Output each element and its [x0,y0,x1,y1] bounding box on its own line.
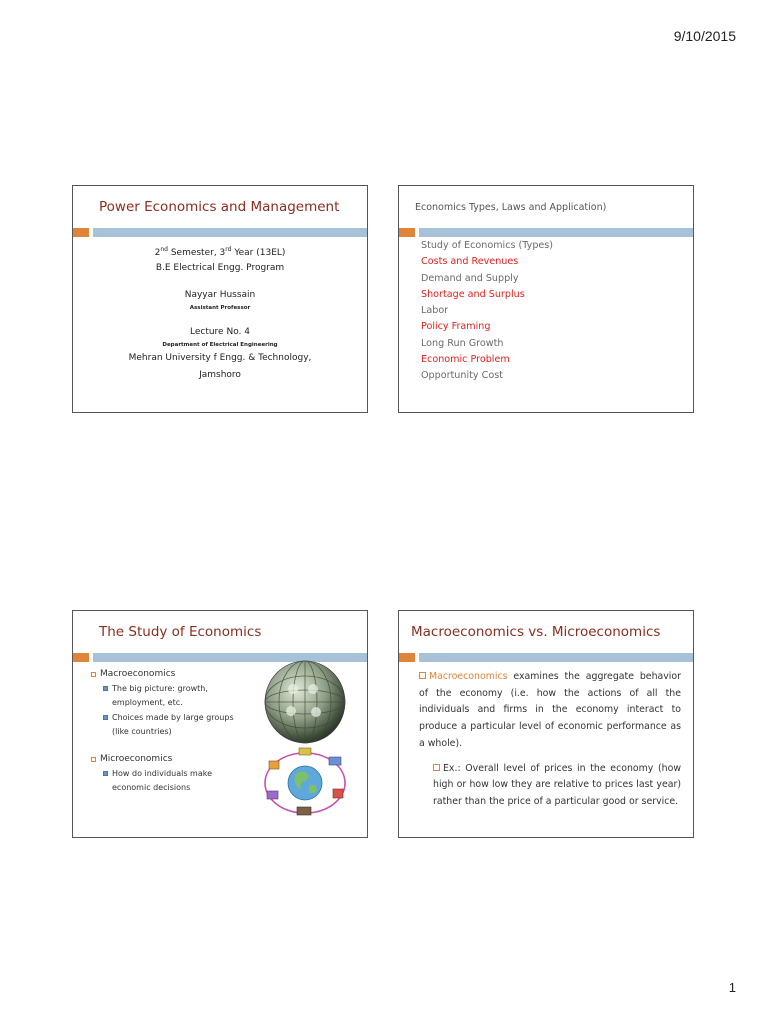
topic-item: Policy Framing [421,321,491,333]
bullet-microeconomics: Microeconomics [91,754,251,764]
semester-line: 2nd Semester, 3rd Year (13EL) [154,246,286,258]
bullet-macroeconomics: Macroeconomics [91,669,251,679]
topic-item: Costs and Revenues [421,256,519,268]
money-globe-image [261,659,349,745]
sub-bullet: The big picture: growth, employment, etc. [103,682,251,710]
topic-item: Study of Economics (Types) [421,240,554,251]
slide-contents [398,185,694,413]
university-line: Mehran University f Engg. & Technology, [128,353,312,363]
slide-title: Macroeconomics vs. Microeconomics [411,624,661,640]
topic-item: Labor [421,305,449,317]
topic-item: Demand and Supply [421,272,519,284]
economics-bullets [91,669,251,796]
world-commerce-image [259,745,351,821]
macro-keyword: Macroeconomics [429,671,508,682]
definition-paragraph: Macroeconomics examines the aggregate behavior of the economy (i.e. how the actions of all the individuals and firms in the economy interact to produce a particular level of economic performance as a whole). [419,671,681,749]
sub-bullet: How do individuals make economic decisions [103,767,251,795]
city-line: Jamshoro [199,370,241,380]
title-page-details [73,242,367,384]
title-divider [399,653,693,662]
macro-definition [419,669,681,811]
slide-macro-vs-micro [398,610,694,838]
topic-item: Shortage and Surplus [421,288,525,300]
program-line: B.E Electrical Engg. Program [155,263,285,273]
author-name: Nayyar Hussain [184,290,256,300]
topic-item: Economic Problem [421,354,510,366]
slide-title: Economics Types, Laws and Application) [415,201,607,213]
topic-item: Long Run Growth [421,337,504,349]
topics-list [421,238,553,385]
page-date: 9/10/2015 [673,28,736,44]
title-divider [73,228,367,237]
slide-study-of-economics [72,610,368,838]
slide-title: The Study of Economics [99,624,262,640]
department-line: Department of Electrical Engineering [162,342,278,348]
title-divider [399,228,693,237]
slide-title: Power Economics and Management [99,199,340,215]
example-paragraph: Ex.: Overall level of prices in the economy (how high or how low they are relative to prices last year) rather than the price of a particular good or service. [433,762,681,807]
lecture-number: Lecture No. 4 [189,327,250,337]
author-designation: Assistant Professor [189,305,251,311]
topic-item: Opportunity Cost [421,370,503,382]
sub-bullet: Choices made by large groups (like countries) [103,711,251,739]
page-number: 1 [728,980,736,995]
slide-title-page [72,185,368,413]
